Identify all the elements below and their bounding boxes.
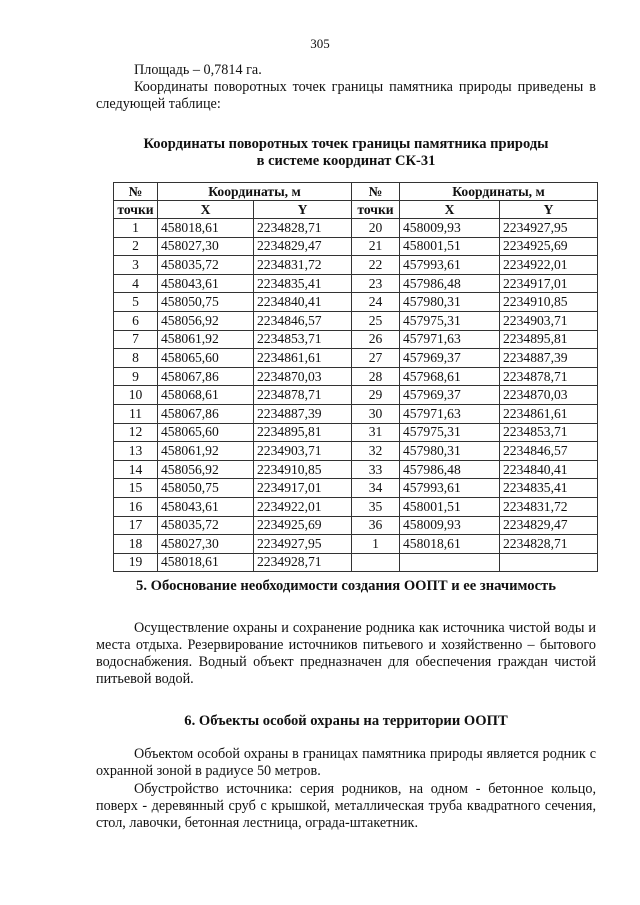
table-title-line-2: в системе координат СК-31 — [256, 153, 436, 169]
table-cell: 34 — [352, 479, 400, 498]
coordinates-table-body — [114, 219, 598, 572]
table-cell: 458067,86 — [158, 367, 254, 386]
table-cell: 2234895,81 — [254, 423, 352, 442]
table-cell: 19 — [114, 553, 158, 572]
table-cell: 458018,61 — [158, 553, 254, 572]
table-cell: 458035,72 — [158, 256, 254, 275]
header-number-bottom: точки — [114, 201, 158, 219]
table-cell: 2 — [114, 237, 158, 256]
table-cell: 2234927,95 — [254, 535, 352, 554]
table-cell: 2234829,47 — [254, 237, 352, 256]
table-cell: 458027,30 — [158, 535, 254, 554]
table-cell: 457993,61 — [400, 256, 500, 275]
table-cell: 2234831,72 — [254, 256, 352, 275]
table-cell: 8 — [114, 349, 158, 368]
table-cell: 457980,31 — [400, 293, 500, 312]
table-cell: 2234835,41 — [500, 479, 598, 498]
table-cell: 4 — [114, 274, 158, 293]
table-cell: 2234840,41 — [500, 460, 598, 479]
table-cell: 458050,75 — [158, 293, 254, 312]
table-cell: 458001,51 — [400, 497, 500, 516]
table-cell: 2234828,71 — [500, 535, 598, 554]
table-cell: 2234925,69 — [500, 237, 598, 256]
table-cell: 2234928,71 — [254, 553, 352, 572]
table-cell: 457993,61 — [400, 479, 500, 498]
table-cell: 457968,61 — [400, 367, 500, 386]
table-row — [114, 219, 598, 238]
table-cell: 18 — [114, 535, 158, 554]
table-cell: 2234846,57 — [254, 311, 352, 330]
header-coordinates-left: Координаты, м — [158, 183, 352, 201]
section-6-paragraph-1: Объектом особой охраны в границах памятника природы является родник с охранной зоной в радиусе 50 метров. — [96, 746, 596, 779]
table-title-line-1: Координаты поворотных точек границы памятника природы — [143, 136, 549, 152]
table-cell: 458043,61 — [158, 274, 254, 293]
table-cell: 2234922,01 — [254, 497, 352, 516]
table-cell: 457975,31 — [400, 423, 500, 442]
table-cell: 2234861,61 — [254, 349, 352, 368]
table-cell: 458018,61 — [158, 219, 254, 238]
table-cell: 458027,30 — [158, 237, 254, 256]
table-cell: 2234870,03 — [254, 367, 352, 386]
table-cell: 16 — [114, 497, 158, 516]
table-cell: 457971,63 — [400, 404, 500, 423]
table-cell: 33 — [352, 460, 400, 479]
header-number-bottom-right: точки — [352, 201, 400, 219]
section-5-text: Осуществление охраны и сохранение родника как источника чистой воды и места отдыха. Резервирование источников питьевого и хозяйственно – бытового водоснабжения. Водный объект предназначен для обеспечения граждан чистой питьевой водой. — [96, 620, 596, 687]
table-cell: 2234846,57 — [500, 442, 598, 461]
table-cell: 2234835,41 — [254, 274, 352, 293]
table-cell: 2234853,71 — [500, 423, 598, 442]
table-cell: 15 — [114, 479, 158, 498]
table-cell: 24 — [352, 293, 400, 312]
table-cell: 457969,37 — [400, 386, 500, 405]
table-row — [114, 460, 598, 479]
table-cell: 2234922,01 — [500, 256, 598, 275]
table-cell: 30 — [352, 404, 400, 423]
table-cell: 457986,48 — [400, 274, 500, 293]
table-cell: 26 — [352, 330, 400, 349]
table-cell: 2234840,41 — [254, 293, 352, 312]
table-row — [114, 386, 598, 405]
table-cell: 458043,61 — [158, 497, 254, 516]
table-cell: 10 — [114, 386, 158, 405]
table-cell: 458061,92 — [158, 330, 254, 349]
table-row — [114, 516, 598, 535]
table-row — [114, 404, 598, 423]
header-x-left: X — [158, 201, 254, 219]
table-cell: 457986,48 — [400, 460, 500, 479]
table-cell: 1 — [114, 219, 158, 238]
table-cell — [352, 553, 400, 572]
table-cell: 458061,92 — [158, 442, 254, 461]
header-number-top-right: № — [352, 183, 400, 201]
table-cell: 2234828,71 — [254, 219, 352, 238]
table-cell: 2234917,01 — [254, 479, 352, 498]
table-cell: 28 — [352, 367, 400, 386]
table-cell: 458067,86 — [158, 404, 254, 423]
table-cell: 2234927,95 — [500, 219, 598, 238]
table-cell: 458009,93 — [400, 219, 500, 238]
header-x-right: X — [400, 201, 500, 219]
section-6-paragraph-2: Обустройство источника: серия родников, на одном - бетонное кольцо, поверх - деревянный сруб с крышкой, металлическая труба квадратного сечения, стол, лавочки, бетонная лестница, ограда-штакетник. — [96, 781, 596, 831]
table-cell: 457975,31 — [400, 311, 500, 330]
table-cell: 2234831,72 — [500, 497, 598, 516]
header-y-left: Y — [254, 201, 352, 219]
table-cell: 458068,61 — [158, 386, 254, 405]
table-cell — [500, 553, 598, 572]
table-cell: 31 — [352, 423, 400, 442]
table-cell: 35 — [352, 497, 400, 516]
table-cell: 5 — [114, 293, 158, 312]
table-cell: 2234910,85 — [500, 293, 598, 312]
table-cell: 458050,75 — [158, 479, 254, 498]
table-cell: 458035,72 — [158, 516, 254, 535]
header-number-top: № — [114, 183, 158, 201]
coordinates-intro-text: Координаты поворотных точек границы памятника природы приведены в следующей таблице: — [96, 79, 596, 112]
section-6-title: 6. Объекты особой охраны на территории ООПТ — [184, 713, 508, 729]
table-row — [114, 367, 598, 386]
table-cell: 21 — [352, 237, 400, 256]
header-y-right: Y — [500, 201, 598, 219]
table-row — [114, 553, 598, 572]
table-cell: 2234917,01 — [500, 274, 598, 293]
table-cell: 36 — [352, 516, 400, 535]
table-cell — [400, 553, 500, 572]
page-number: 305 — [310, 36, 330, 51]
table-title — [96, 136, 596, 170]
table-cell: 457971,63 — [400, 330, 500, 349]
table-cell: 9 — [114, 367, 158, 386]
table-cell: 2234903,71 — [500, 311, 598, 330]
table-cell: 457969,37 — [400, 349, 500, 368]
table-cell: 2234829,47 — [500, 516, 598, 535]
table-cell: 22 — [352, 256, 400, 275]
table-cell: 458009,93 — [400, 516, 500, 535]
table-cell: 2234903,71 — [254, 442, 352, 461]
table-cell: 458001,51 — [400, 237, 500, 256]
table-cell: 458065,60 — [158, 349, 254, 368]
header-coordinates-right: Координаты, м — [400, 183, 598, 201]
table-cell: 2234861,61 — [500, 404, 598, 423]
table-cell: 2234887,39 — [500, 349, 598, 368]
table-row — [114, 442, 598, 461]
table-row — [114, 423, 598, 442]
table-cell: 29 — [352, 386, 400, 405]
table-row — [114, 479, 598, 498]
table-row — [114, 497, 598, 516]
area-text: Площадь – 0,7814 га. — [134, 62, 262, 78]
table-cell: 2234870,03 — [500, 386, 598, 405]
table-cell: 2234887,39 — [254, 404, 352, 423]
table-row — [114, 311, 598, 330]
table-cell: 11 — [114, 404, 158, 423]
table-cell: 2234895,81 — [500, 330, 598, 349]
table-cell: 27 — [352, 349, 400, 368]
table-cell: 2234878,71 — [254, 386, 352, 405]
section-5-title: 5. Обоснование необходимости создания ООПТ и ее значимость — [136, 578, 556, 594]
table-cell: 13 — [114, 442, 158, 461]
table-cell: 2234878,71 — [500, 367, 598, 386]
table-cell: 12 — [114, 423, 158, 442]
table-cell: 20 — [352, 219, 400, 238]
table-cell: 2234853,71 — [254, 330, 352, 349]
table-row — [114, 330, 598, 349]
table-cell: 23 — [352, 274, 400, 293]
table-row — [114, 256, 598, 275]
table-cell: 1 — [352, 535, 400, 554]
table-cell: 32 — [352, 442, 400, 461]
table-cell: 458065,60 — [158, 423, 254, 442]
table-row — [114, 349, 598, 368]
table-cell: 457980,31 — [400, 442, 500, 461]
table-row — [114, 237, 598, 256]
table-cell: 458018,61 — [400, 535, 500, 554]
table-cell: 458056,92 — [158, 311, 254, 330]
table-cell: 2234925,69 — [254, 516, 352, 535]
table-cell: 458056,92 — [158, 460, 254, 479]
table-cell: 7 — [114, 330, 158, 349]
table-cell: 3 — [114, 256, 158, 275]
table-cell: 2234910,85 — [254, 460, 352, 479]
table-row — [114, 535, 598, 554]
table-cell: 14 — [114, 460, 158, 479]
table-row — [114, 274, 598, 293]
coordinates-table — [113, 182, 598, 572]
table-row — [114, 293, 598, 312]
table-cell: 17 — [114, 516, 158, 535]
table-cell: 6 — [114, 311, 158, 330]
table-cell: 25 — [352, 311, 400, 330]
